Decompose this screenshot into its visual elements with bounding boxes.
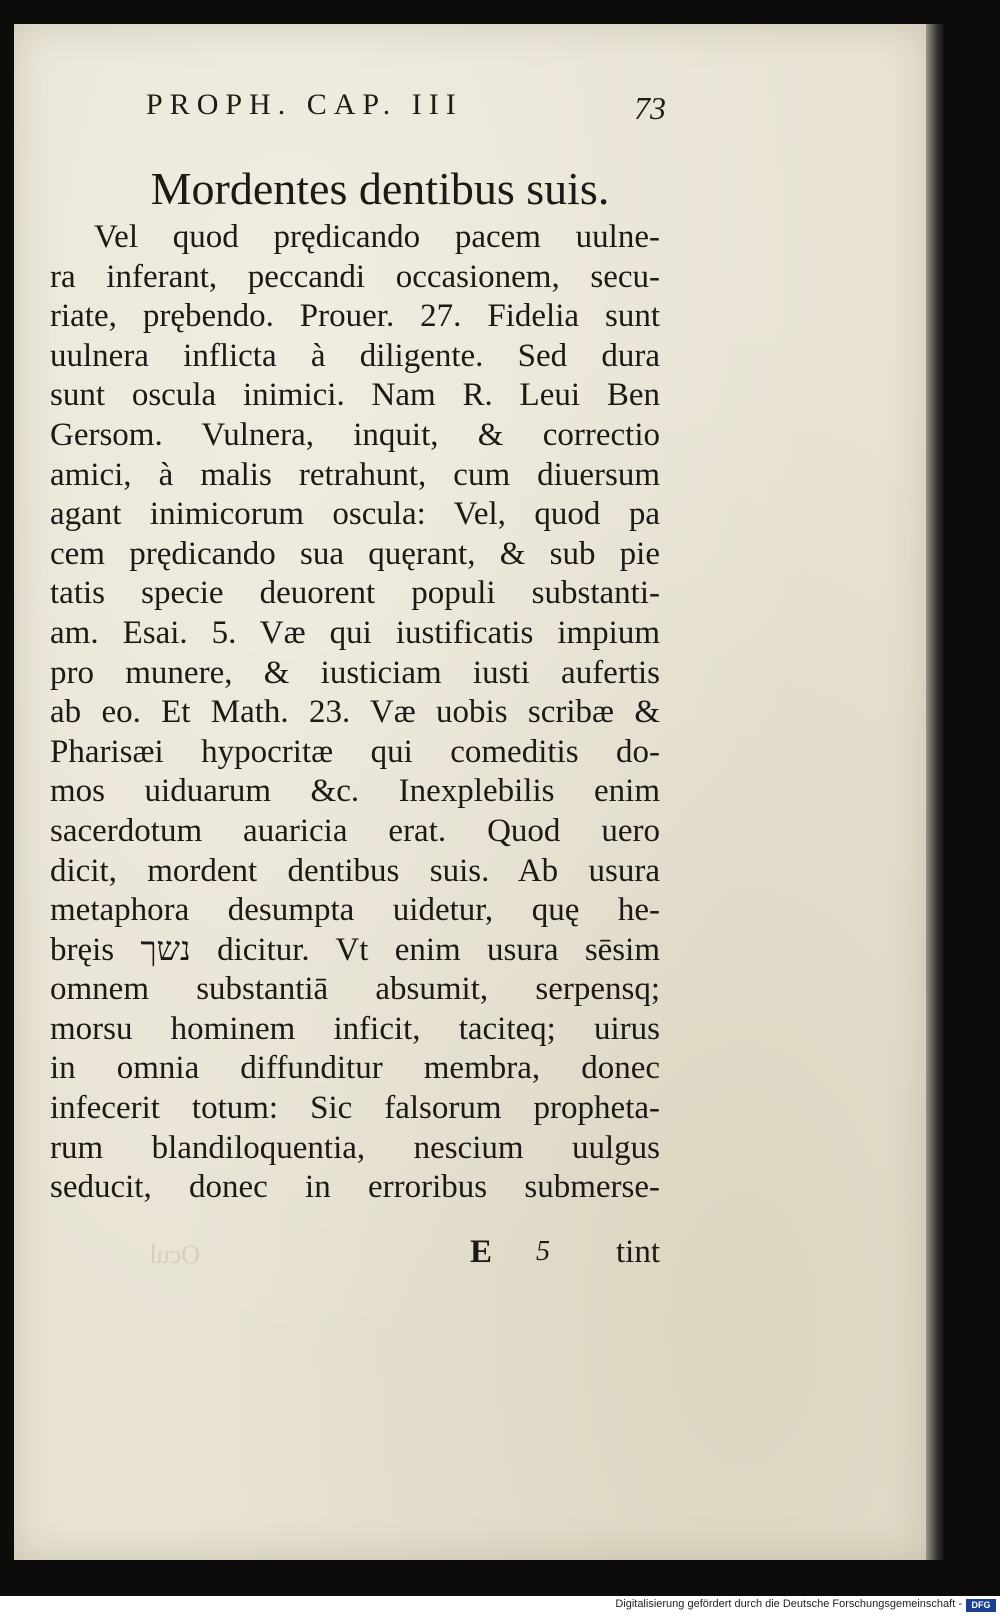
text-line: mos uiduarum &c. Inexplebilis enim [50, 773, 660, 810]
text-line: uulnera inflicta à diligente. Sed dura [50, 337, 660, 374]
text-line: riate, prębendo. Prouer. 27. Fidelia sunt [50, 298, 660, 335]
text-line: omnem substantiā absumit, serpensq; [50, 971, 660, 1008]
text-line: bręis נשך dicitur. Vt enim usura sēsim [50, 931, 660, 968]
signature-mark: E [470, 1234, 493, 1270]
page-header [146, 88, 666, 128]
text-line: sacerdotum auaricia erat. Quod uero [50, 812, 660, 849]
text-line: morsu hominem inficit, taciteq; uirus [50, 1010, 660, 1047]
catchword: tint [615, 1234, 660, 1270]
section-subtitle: Mordentes dentibus suis. [150, 163, 610, 214]
text-line: metaphora desumpta uidetur, quę he- [50, 892, 660, 929]
text-line: pro munere, & iusticiam iusti aufertis [50, 654, 660, 691]
page-edge [926, 24, 944, 1560]
show-through: Ocul [149, 1240, 200, 1269]
signature-number: 5 [536, 1236, 550, 1267]
folio-number: 73 [634, 90, 666, 126]
text-line: ra inferant, peccandi occasionem, secu- [50, 258, 660, 295]
text-line: cem prędicando sua quęrant, & sub pie [50, 535, 660, 572]
text-line: dicit, mordent dentibus suis. Ab usura [50, 852, 660, 889]
text-line: sunt oscula inimici. Nam R. Leui Ben [50, 377, 660, 414]
text-line: in omnia diffunditur membra, donec [50, 1050, 660, 1087]
footer-credit: Digitalisierung gefördert durch die Deutsche Forschungsgemeinschaft - [615, 1598, 962, 1610]
digitization-footer [0, 1596, 1000, 1616]
text-line: amici, à malis retrahunt, cum diuersum [50, 456, 660, 493]
text-line: Vel quod prędicando pacem uulne- [94, 219, 660, 255]
text-line: am. Esai. 5. Væ qui iustificatis impium [50, 614, 660, 651]
signature-line [470, 1234, 660, 1274]
text-block [50, 160, 660, 1208]
running-head: PROPH. CAP. III [146, 88, 463, 121]
text-line: infecerit totum: Sic falsorum propheta- [50, 1090, 660, 1127]
text-line: Gersom. Vulnera, inquit, & correctio [50, 416, 660, 453]
text-line: rum blandiloquentia, nescium uulgus [50, 1129, 660, 1166]
text-line: tatis specie deuorent populi substanti- [50, 575, 660, 612]
text-line: seducit, donec in erroribus submerse- [50, 1169, 660, 1206]
text-line: Pharisæi hypocritæ qui comeditis do- [50, 733, 660, 770]
text-line: agant inimicorum oscula: Vel, quod pa [50, 496, 660, 533]
dfg-logo-icon: DFG [966, 1599, 996, 1612]
text-line: ab eo. Et Math. 23. Væ uobis scribæ & [50, 694, 660, 731]
